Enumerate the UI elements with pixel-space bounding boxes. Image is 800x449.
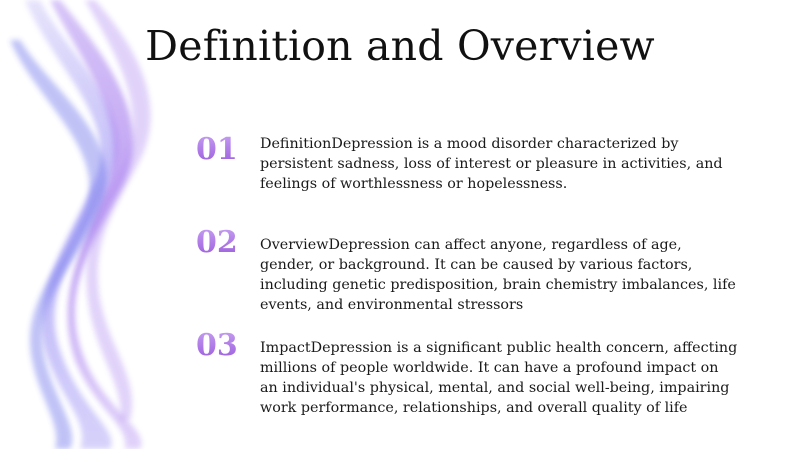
item-number: 01 xyxy=(196,135,248,165)
item-text: OverviewDepression can affect anyone, regardless of age, gender, or background. It can be caused by various factors, including genetic predisposition, brain chemistry imbalances, life events, and environmental stressors xyxy=(260,237,736,313)
item-text: ImpactDepression is a significant public health concern, affecting millions of people worldwide. It can have a profound impact on an individual's physical, mental, and social well-being, impairing work performance, relationships, and overall quality of life xyxy=(260,340,738,416)
slide-title: Definition and Overview xyxy=(145,22,655,70)
item-number: 03 xyxy=(196,331,248,361)
item-number: 02 xyxy=(196,228,248,258)
item-text: DefinitionDepression is a mood disorder characterized by persistent sadness, loss of interest or pleasure in activities, and feelings of worthlessness or hopelessness. xyxy=(260,136,723,192)
